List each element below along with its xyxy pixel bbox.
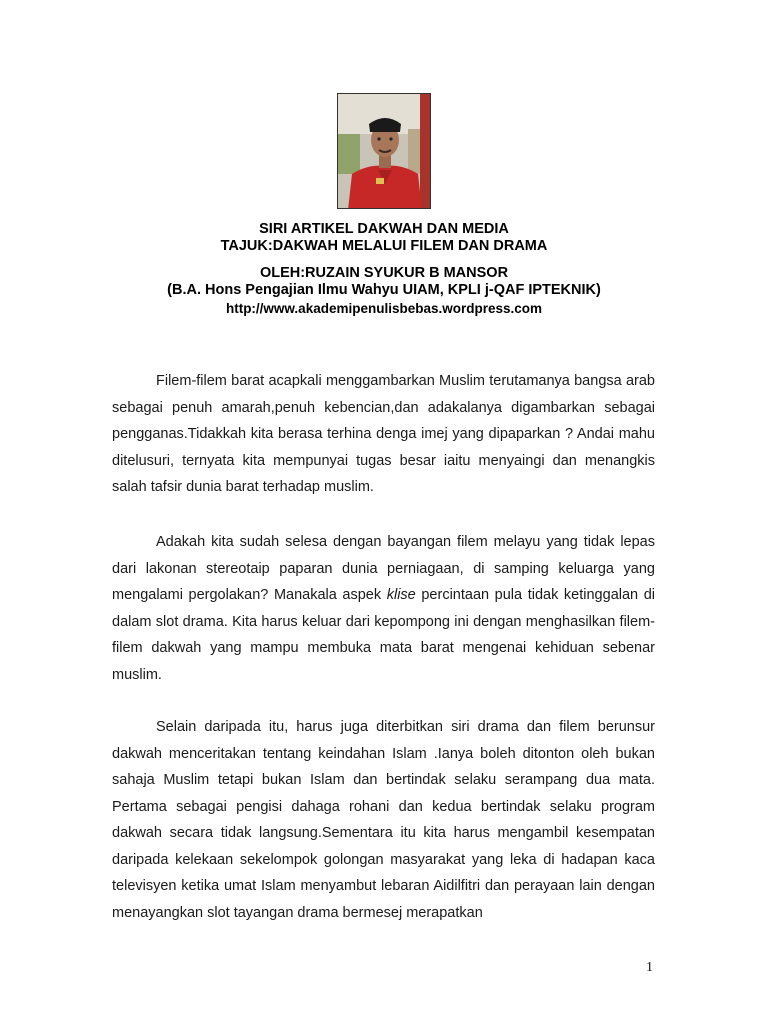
paragraph-2-text-start: Adakah kita sudah selesa dengan bayangan filem melayu yang tidak lepas dari lakonan stereotaip paparan dunia perniagaan, di samping keluarga yang mengalami pergolakan? Manakala aspek xyxy=(112,534,655,603)
paragraph-3-text: Selain daripada itu, harus juga diterbitkan siri drama dan filem berunsur dakwah menceritakan tentang keindahan Islam .Ianya boleh ditonton oleh bukan sahaja Muslim tetapi bukan Islam dan bertindak selaku serampang dua mata. Pertama sebagai pengisi dahaga rohani dan kedua bertindak selaku program dakwah secara tidak langsung.Sementara itu kita harus mengambil kesempatan daripada kelekaan sekelompok golongan masyarakat yang leka di hadapan kaca televisyen ketika umat Islam menyambut lebaran Aidilfitri dan perayaan lain dengan menayangkan slot tayangan drama bermesej merapatkan xyxy=(112,719,655,921)
paragraph-1-text: Filem-filem barat acapkali menggambarkan Muslim terutamanya bangsa arab sebagai penuh amarah,penuh kebencian,dan adakalanya digambarkan sebagai pengganas.Tidakkah kita berasa terhina denga imej yang dipaparkan ? Andai mahu ditelusuri, ternyata kita mempunyai tugas besar iaitu menyaingi dan menangkis salah tafsir dunia barat terhadap muslim. xyxy=(112,373,655,495)
article-title: TAJUK:DAKWAH MELALUI FILEM DAN DRAMA xyxy=(220,238,548,254)
paragraph-2 xyxy=(112,529,655,688)
paragraph-2-text-end: percintaan pula tidak ketinggalan di dalam slot drama. Kita harus keluar dari kepompong ini dengan menghasilkan filem-filem dakwah yang mampu membuka mata barat mengenai kehiduan sebenar muslim. xyxy=(112,587,655,683)
website-link[interactable]: http://www.akademipenulisbebas.wordpress.com xyxy=(225,301,543,316)
paragraph-3 xyxy=(112,714,655,926)
page-number: 1 xyxy=(646,960,653,975)
paragraph-1 xyxy=(112,368,655,501)
article-author: OLEH:RUZAIN SYUKUR B MANSOR xyxy=(259,265,509,281)
author-photo xyxy=(337,93,431,209)
paragraph-2-italic-word: klise xyxy=(386,587,416,603)
author-credentials: (B.A. Hons Pengajian Ilmu Wahyu UIAM, KPLI j-QAF IPTEKNIK) xyxy=(167,282,601,298)
article-series: SIRI ARTIKEL DAKWAH DAN MEDIA xyxy=(259,221,509,237)
